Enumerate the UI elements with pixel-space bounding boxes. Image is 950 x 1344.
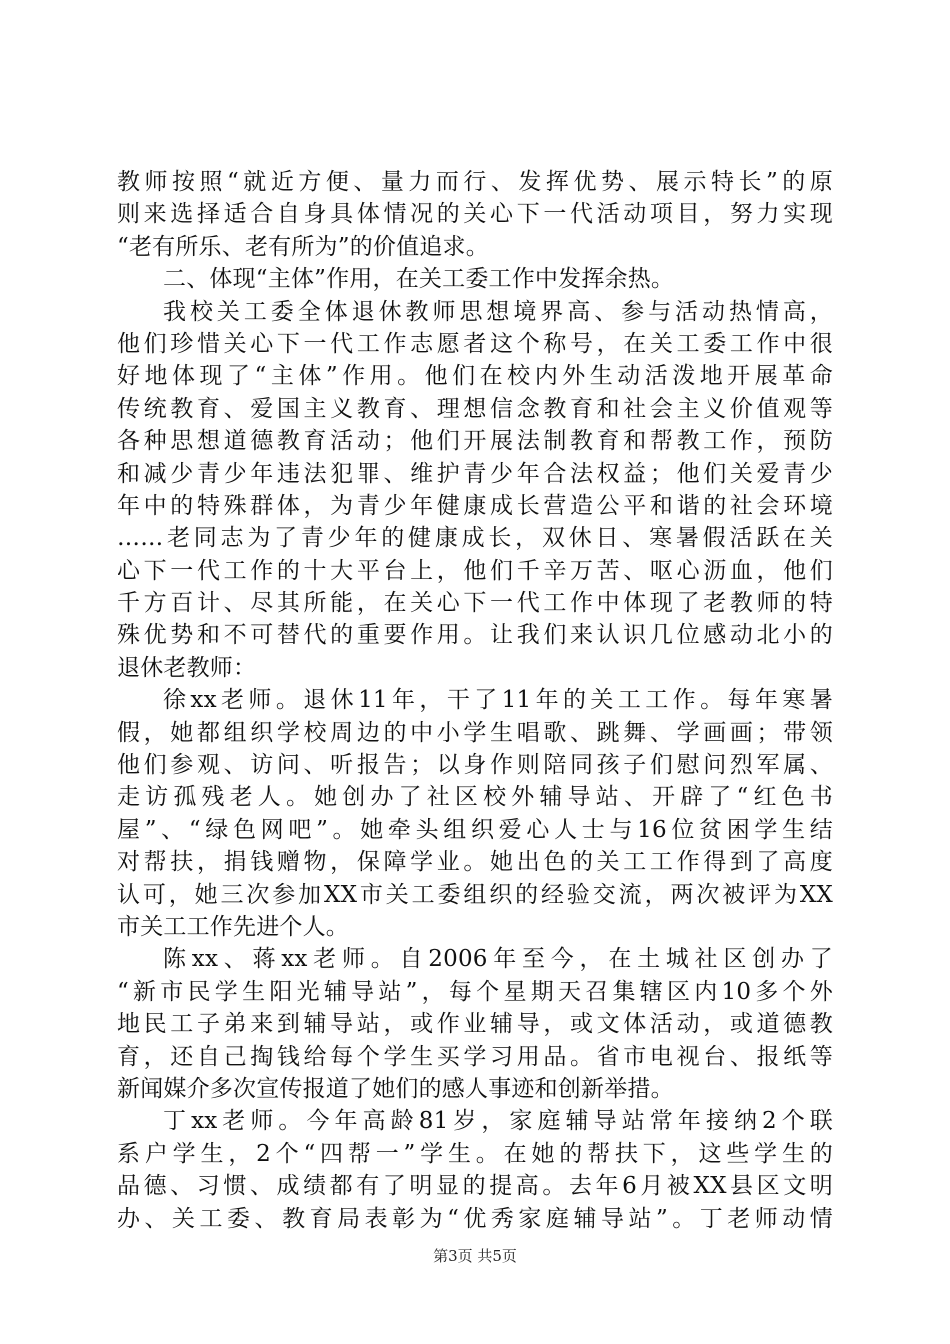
text-line: 退休老教师：: [117, 654, 257, 681]
text-line: 对帮扶，捐钱赠物，保障学业。她出色的关工工作得到了高度: [117, 849, 833, 876]
text-line: 走访孤残老人。她创办了社区校外辅导站、开辟了“红色书: [117, 784, 833, 811]
text-line: 年中的特殊群体，为青少年健康成长营造公平和谐的社会环境: [117, 492, 833, 519]
text-line: “老有所乐、老有所为”的价值追求。: [117, 233, 489, 260]
text-line: 我校关工委全体退休教师思想境界高、参与活动热情高，: [163, 298, 833, 325]
text-line: ……老同志为了青少年的健康成长，双休日、寒暑假活跃在关: [117, 525, 833, 552]
text-line: 新闻媒介多次宣传报道了她们的感人事迹和创新举措。: [117, 1075, 674, 1102]
text-line: 陈xx、蒋xx老师。自2006年至今，在土城社区创办了: [163, 946, 833, 973]
text-line: 市关工工作先进个人。: [117, 913, 349, 940]
text-line: 则来选择适合自身具体情况的关心下一代活动项目，努力实现: [117, 201, 833, 228]
text-line: 心下一代工作的十大平台上，他们千辛万苦、呕心沥血，他们: [117, 557, 833, 584]
text-line: 系户学生，2个“四帮一”学生。在她的帮扶下，这些学生的: [117, 1140, 833, 1167]
text-line: 屋”、“绿色网吧”。她牵头组织爱心人士与16位贫困学生结: [117, 816, 833, 843]
text-line: 徐xx老师。退休11年，干了11年的关工工作。每年寒暑: [163, 687, 833, 714]
text-line: 他们珍惜关心下一代工作志愿者这个称号，在关工委工作中很: [117, 330, 833, 357]
text-line: 教师按照“就近方便、量力而行、发挥优势、展示特长”的原: [117, 169, 833, 195]
text-line: 品德、习惯、成绩都有了明显的提高。去年6月被XX县区文明: [117, 1173, 833, 1200]
text-line: 办、关工委、教育局表彰为“优秀家庭辅导站”。丁老师动情: [117, 1205, 833, 1232]
text-line: 传统教育、爱国主义教育、理想信念教育和社会主义价值观等: [117, 395, 833, 422]
text-line: “新市民学生阳光辅导站”，每个星期天召集辖区内10多个外: [117, 978, 833, 1005]
page-number-footer: 第3页 共5页: [433, 1247, 517, 1265]
text-line: 丁xx老师。今年高龄81岁，家庭辅导站常年接纳2个联: [163, 1108, 833, 1135]
section-heading: 二、体现“主体”作用，在关工委工作中发挥余热。: [163, 266, 675, 293]
text-line: 他们参观、访问、听报告；以身作则陪同孩子们慰问烈军属、: [117, 752, 833, 779]
text-line: 育，还自己掏钱给每个学生买学习用品。省市电视台、报纸等: [117, 1043, 833, 1070]
text-line: 殊优势和不可替代的重要作用。让我们来认识几位感动北小的: [117, 622, 833, 649]
text-line: 和减少青少年违法犯罪、维护青少年合法权益；他们关爱青少: [117, 460, 833, 487]
document-body: [117, 166, 833, 1235]
text-line: 好地体现了“主体”作用。他们在校内外生动活泼地开展革命: [117, 363, 833, 390]
text-line: 认可，她三次参加XX市关工委组织的经验交流，两次被评为XX: [117, 881, 833, 908]
text-line: 假，她都组织学校周边的中小学生唱歌、跳舞、学画画；带领: [117, 719, 833, 746]
text-line: 千方百计、尽其所能，在关心下一代工作中体现了老教师的特: [117, 590, 833, 617]
text-line: 地民工子弟来到辅导站，或作业辅导，或文体活动，或道德教: [117, 1011, 833, 1038]
text-line: 各种思想道德教育活动；他们开展法制教育和帮教工作，预防: [117, 428, 833, 455]
